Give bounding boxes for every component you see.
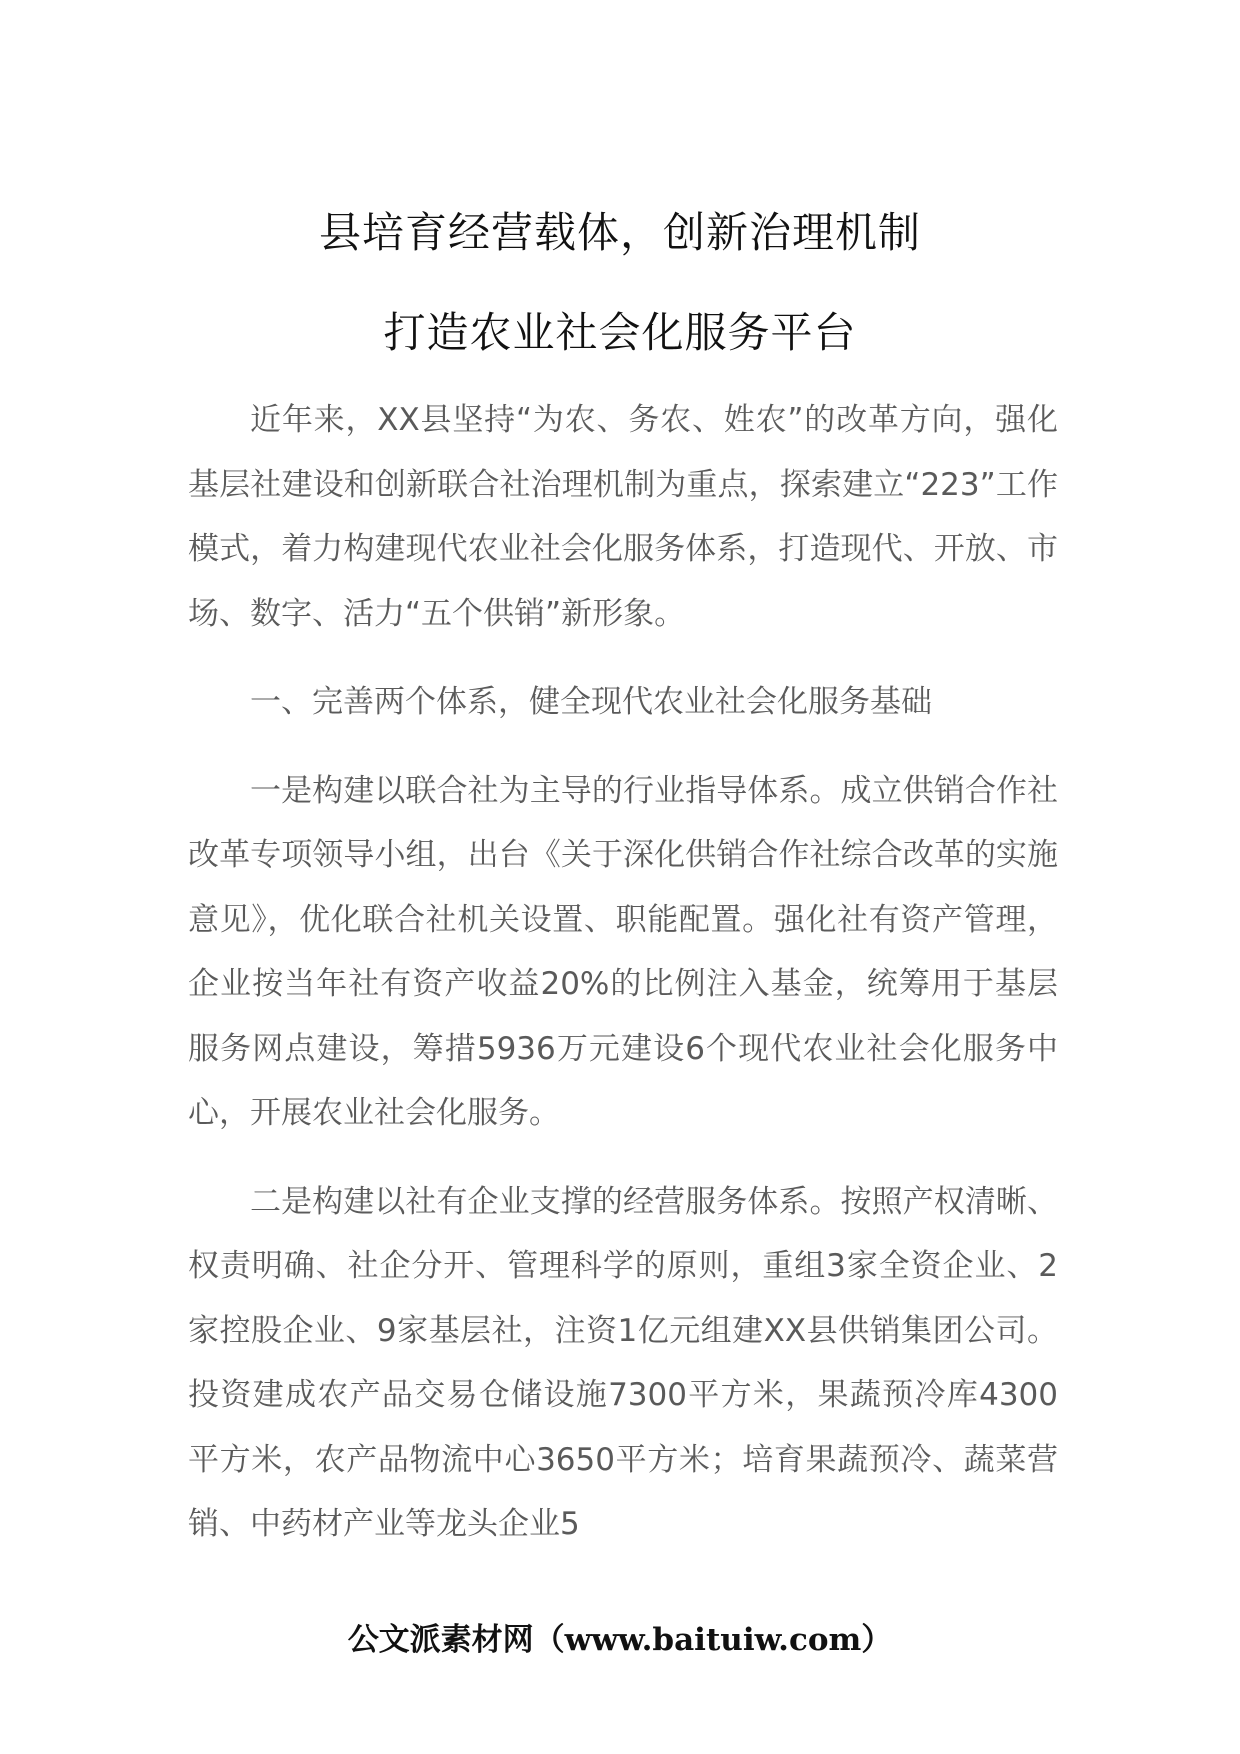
document-title-line-2: 打造农业社会化服务平台	[383, 308, 857, 357]
intro-paragraph: 近年来，XX县坚持“为农、务农、姓农”的改革方向，强化基层社建设和创新联合社治理机制为重点，探索建立“223”工作模式，着力构建现代农业社会化服务体系，打造现代、开放、市场、数字、活力“五个供销”新形象。	[188, 402, 1058, 632]
section-heading-1: 一、完善两个体系，健全现代农业社会化服务基础	[250, 684, 932, 720]
document-title-line-1: 县培育经营载体，创新治理机制	[318, 208, 921, 257]
document-body	[188, 388, 1058, 1557]
paragraph-guidance-system: 一是构建以联合社为主导的行业指导体系。成立供销合作社改革专项领导小组，出台《关于深化供销合作社综合改革的实施意见》，优化联合社机关设置、职能配置。强化社有资产管理，企业按当年社有资产收益20%的比例注入基金，统筹用于基层服务网点建设，筹措5936万元建设6个现代农业社会化服务中心，开展农业社会化服务。	[188, 772, 1058, 1131]
footer-source: 公文派素材网（www.baituiw.com）	[347, 1622, 893, 1658]
paragraph-business-service-system: 二是构建以社有企业支撑的经营服务体系。按照产权清晰、权责明确、社企分开、管理科学的原则，重组3家全资企业、2家控股企业、9家基层社，注资1亿元组建XX县供销集团公司。投资建成农产品交易仓储设施7300平方米，果蔬预冷库4300平方米，农产品物流中心3650平方米；培育果蔬预冷、蔬菜营销、中药材产业等龙头企业5	[188, 1183, 1058, 1542]
